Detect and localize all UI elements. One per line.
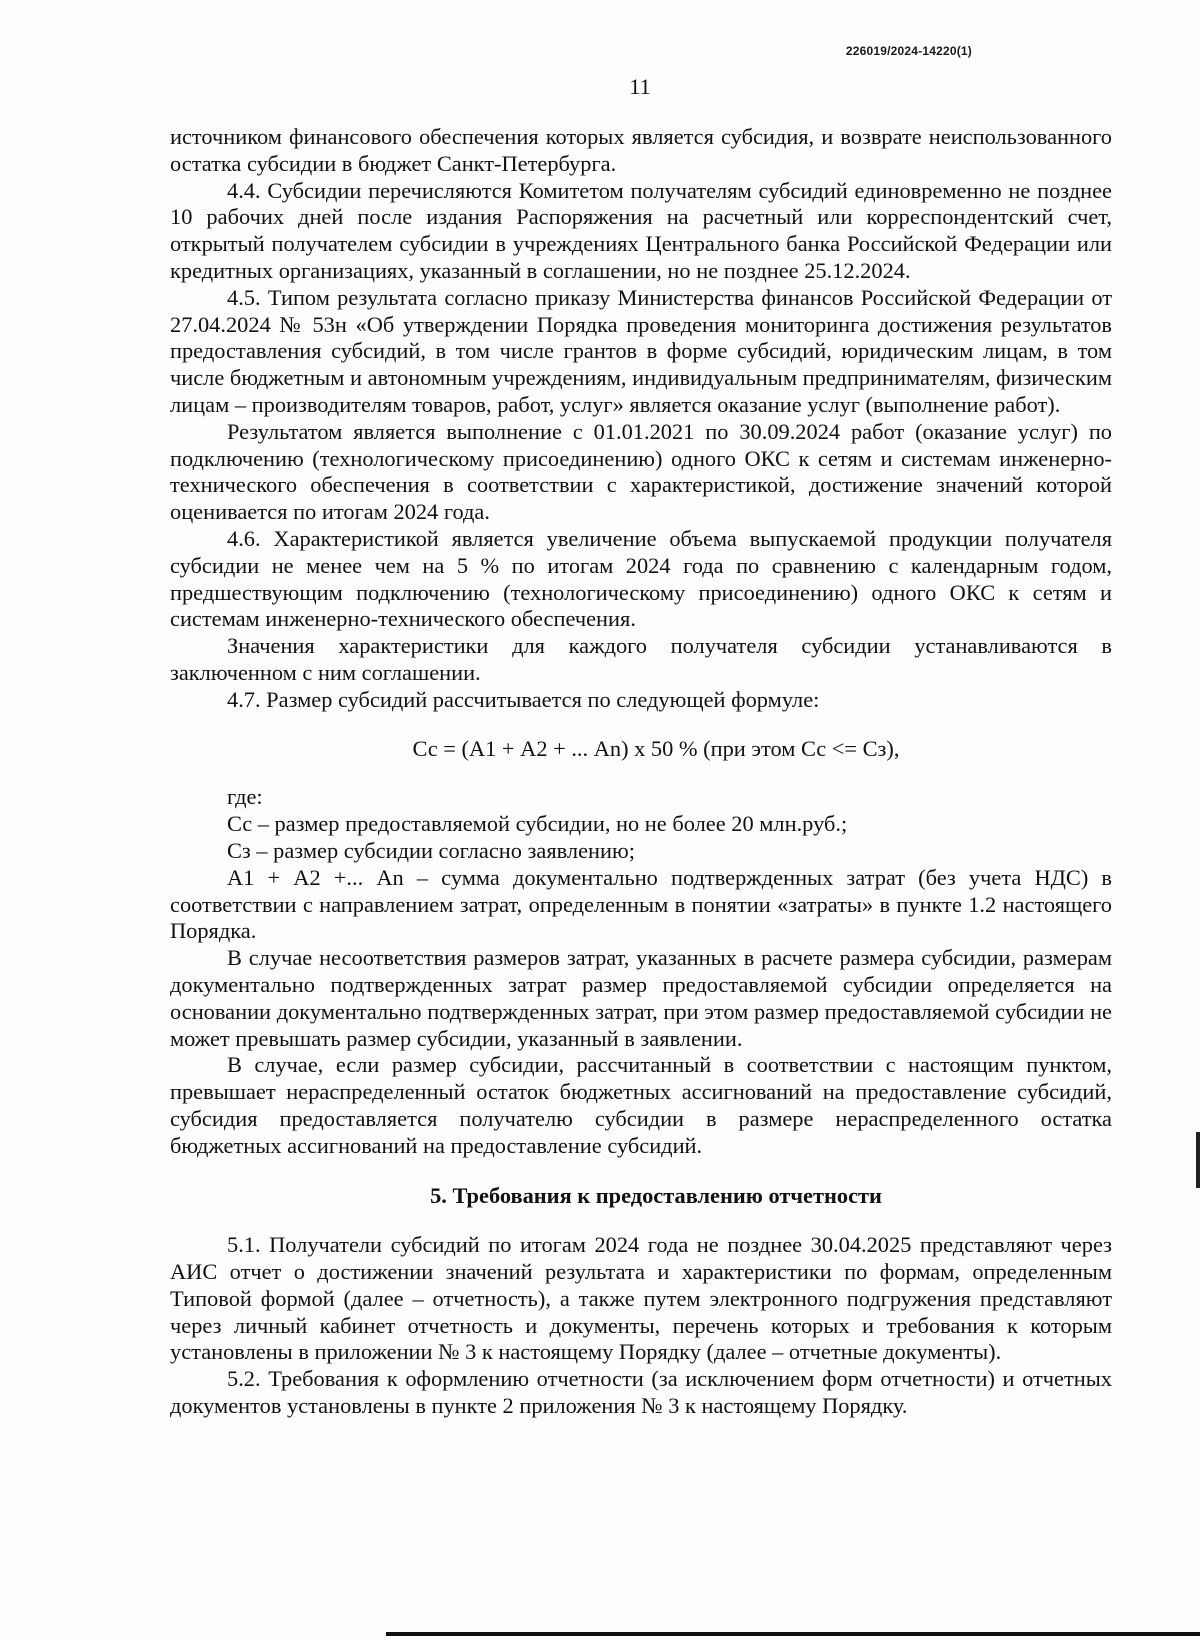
paragraph-5-2: 5.2. Требования к оформлению отчетности (за исключением форм отчетности) и отчетных документов установлены в пункте 2 приложения № 3 к настоящему Порядку. <box>170 1366 1112 1419</box>
formula-definition-cc: Сс – размер предоставляемой субсидии, но не более 20 млн.руб.; <box>227 811 848 837</box>
formula-definition-a: А1 + А2 +... Аn – сумма документально подтвержденных затрат (без учета НДС) в соответствии с направлением затрат, определенным в понятии «затраты» в пункте 1.2 настоящего Порядка. <box>170 864 1112 944</box>
paragraph: источником финансового обеспечения которых является субсидия, и возврате неиспользованного остатка субсидии в бюджет Санкт-Петербурга. <box>170 124 1112 176</box>
paragraph-exceeds: В случае, если размер субсидии, рассчитанный в соответствии с настоящим пунктом, превышает нераспределенный остаток бюджетных ассигнований на предоставление субсидий, субсидия предоставляется получателю субсидии в размере нераспределенного остатка бюджетных ассигнований на предоставление субсидий. <box>170 1052 1112 1158</box>
document-body <box>170 124 1112 1420</box>
paragraph-result: Результатом является выполнение с 01.01.2021 по 30.09.2024 работ (оказание услуг) по подключению (технологическому присоединению) одного ОКС к сетям и системам инженерно-технического обеспечения в соответствии с характеристикой, достижение значений которой оценивается по итогам 2024 года. <box>170 418 1112 525</box>
scan-edge-mark <box>1196 1132 1200 1188</box>
paragraph-characteristic-values: Значения характеристики для каждого получателя субсидии устанавливаются в заключенном с ним соглашении. <box>170 633 1112 685</box>
paragraph-mismatch: В случае несоответствия размеров затрат, указанных в расчете размера субсидии, размерам документально подтвержденных затрат размер предоставляемой субсидии определяется на основании документально подтвержденных затрат, при этом размер предоставляемой субсидии не может превышать размер субсидии, указанный в заявлении. <box>170 945 1112 1051</box>
paragraph-4-5: 4.5. Типом результата согласно приказу Министерства финансов Российской Федерации от 27.04.2024 № 53н «Об утверждении Порядка проведения мониторинга достижения результатов предоставления субсидий, в том числе грантов в форме субсидий, юридическим лицам, в том числе бюджетным и автономным учреждениям, индивидуальным предпринимателям, физическим лицам – производителям товаров, работ, услуг» является оказание услуг (выполнение работ). <box>170 284 1112 417</box>
paragraph-4-6: 4.6. Характеристикой является увеличение объема выпускаемой продукции получателя субсидии не менее чем на 5 % по итогам 2024 года по сравнению с календарным годом, предшествующим подключению (технологическому присоединению) одного ОКС к сетям и системам инженерно-технического обеспечения. <box>170 525 1112 632</box>
document-id: 226019/2024-14220(1) <box>845 44 972 58</box>
section-5-heading: 5. Требования к предоставлению отчетности <box>430 1183 882 1209</box>
paragraph-4-4: 4.4. Субсидии перечисляются Комитетом получателям субсидий единовременно не позднее 10 рабочих дней после издания Распоряжения на расчетный или корреспондентский счет, открытый получателем субсидии в учреждениях Центрального банка Российской Федерации или кредитных организациях, указанный в соглашении, но не позднее 25.12.2024. <box>170 177 1112 283</box>
formula: Сс = (А1 + А2 + ... Аn) х 50 % (при этом Сс <= Сз), <box>412 735 900 761</box>
formula-definition-cz: Сз – размер субсидии согласно заявлению; <box>227 837 635 863</box>
bottom-rule <box>386 1632 1200 1636</box>
paragraph-5-1: 5.1. Получатели субсидий по итогам 2024 года не позднее 30.04.2025 представляют через АИС отчет о достижении значений результата и характеристики по формам, определенным Типовой формой (далее – отчетность), а также путем электронного подгружения представляют через личный кабинет отчетность и документы, перечень которых и требования к которым установлены в приложении № 3 к настоящему Порядку (далее – отчетные документы). <box>170 1232 1112 1365</box>
page-number: 11 <box>629 74 651 99</box>
paragraph-4-7: 4.7. Размер субсидий рассчитывается по следующей формуле: <box>227 686 820 712</box>
formula-where: где: <box>227 784 263 810</box>
